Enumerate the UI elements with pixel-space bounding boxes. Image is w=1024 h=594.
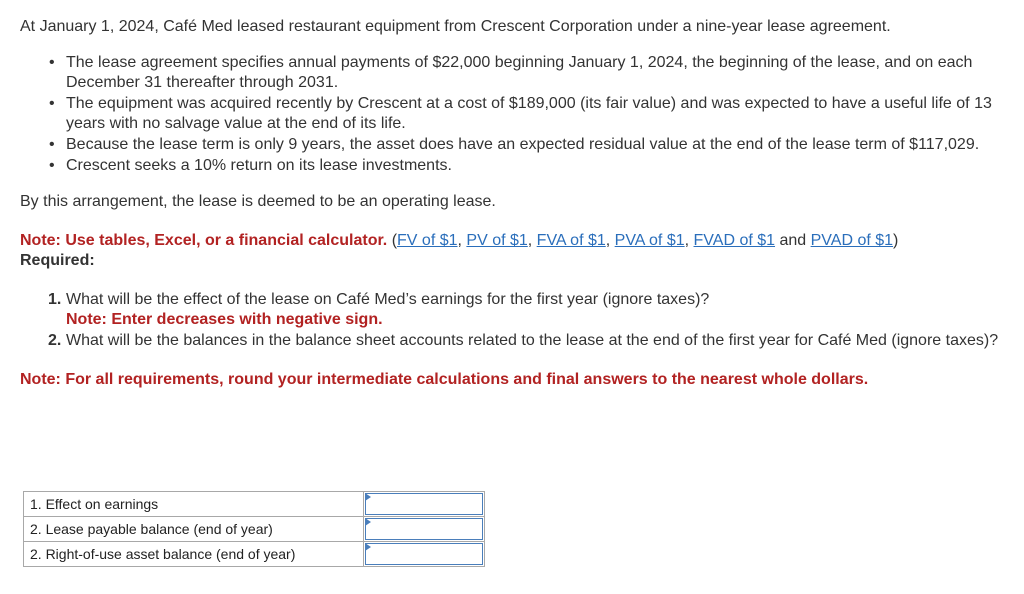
table-row (24, 542, 485, 567)
link-separator: , (605, 232, 615, 249)
input-marker-icon (365, 518, 371, 526)
lease-fact-item: • The equipment was acquired recently by Crescent at a cost of $189,000 (its fair value) and was expected to have a useful life of 13 years with no salvage value at the end of its life. (66, 94, 1000, 134)
requirement-item (48, 331, 1000, 351)
fv-of-1-link[interactable]: FV of $1 (397, 232, 458, 249)
link-separator: , (684, 232, 694, 249)
fva-of-1-link[interactable]: FVA of $1 (536, 232, 606, 249)
and-separator: and (775, 232, 811, 249)
link-separator: , (457, 232, 467, 249)
fvad-of-1-link[interactable]: FVAD of $1 (693, 232, 776, 249)
effect-on-earnings-input[interactable] (365, 493, 483, 515)
pva-of-1-link[interactable]: PVA of $1 (614, 232, 685, 249)
table-row (24, 517, 485, 542)
requirement-number: 1. (48, 291, 62, 308)
lease-fact-item: • Crescent seeks a 10% return on its lease investments. (66, 156, 1000, 176)
intro-text: At January 1, 2024, Café Med leased restaurant equipment from Crescent Corporation under a nine-year lease agreement. (20, 18, 891, 35)
open-paren: ( (387, 232, 398, 249)
requirement-note: Note: Enter decreases with negative sign. (66, 311, 383, 328)
lease-payable-cell (364, 517, 485, 542)
rounding-note: Note: For all requirements, round your intermediate calculations and final answers to the nearest whole dollars. (20, 371, 869, 388)
input-marker-icon (365, 493, 371, 501)
requirements-list (20, 290, 1000, 351)
lease-fact-item: • Because the lease term is only 9 years, the asset does have an expected residual value at the end of the lease term of $117,029. (66, 135, 1000, 155)
rou-asset-cell (364, 542, 485, 567)
pvad-of-1-link[interactable]: PVAD of $1 (810, 232, 894, 249)
table-row (24, 492, 485, 517)
lease-payable-input[interactable] (365, 518, 483, 540)
required-heading: Required: (20, 252, 95, 269)
requirement-item (48, 290, 1000, 330)
input-marker-icon (365, 543, 371, 551)
tables-note (20, 231, 1000, 251)
pv-of-1-link[interactable]: PV of $1 (466, 232, 528, 249)
effect-on-earnings-cell (364, 492, 485, 517)
rou-asset-label: 2. Right-of-use asset balance (end of year) (24, 542, 364, 567)
link-separator: , (527, 232, 537, 249)
requirement-number: 2. (48, 332, 62, 349)
lease-fact-item: • The lease agreement specifies annual payments of $22,000 beginning January 1, 2024, the beginning of the lease, and on each December 31 thereafter through 2031. (66, 53, 1000, 93)
lease-payable-label: 2. Lease payable balance (end of year) (24, 517, 364, 542)
close-paren: ) (893, 232, 899, 249)
requirement-text: What will be the balances in the balance sheet accounts related to the lease at the end of the first year for Café Med (ignore taxes)? (66, 332, 999, 349)
requirement-text: What will be the effect of the lease on Café Med’s earnings for the first year (ignore taxes)? (66, 291, 710, 308)
effect-on-earnings-label: 1. Effect on earnings (24, 492, 364, 517)
answer-table (23, 491, 485, 567)
lease-facts-list (20, 53, 1000, 176)
problem-content (20, 17, 1000, 412)
tables-note-prefix: Note: Use tables, Excel, or a financial calculator. (20, 232, 388, 249)
rou-asset-input[interactable] (365, 543, 483, 565)
arrangement-text: By this arrangement, the lease is deemed to be an operating lease. (20, 193, 496, 210)
